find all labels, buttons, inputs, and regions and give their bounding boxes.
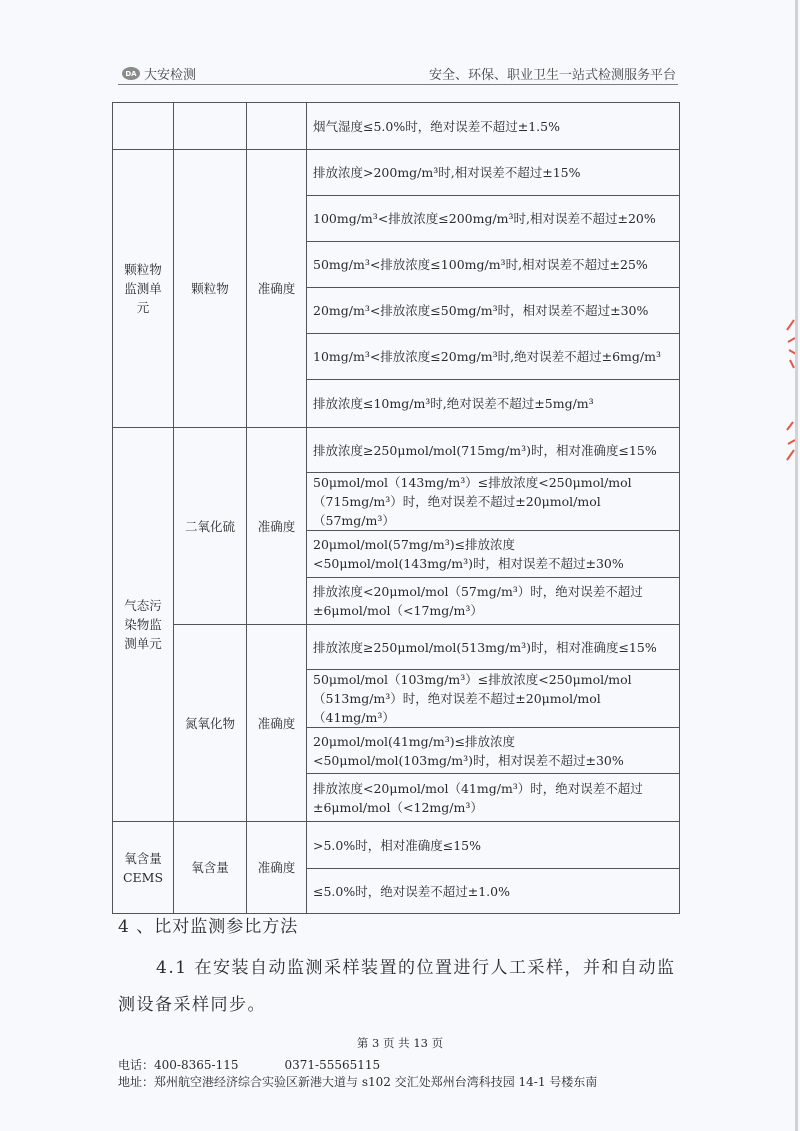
criteria-cell: 20μmol/mol(41mg/m³)≤排放浓度<50μmol/mol(103mg/m³)时，相对误差不超过±30%	[307, 728, 680, 774]
table-row	[113, 625, 680, 670]
criteria-cell: 排放浓度≥250μmol/mol(513mg/m³)时，相对准确度≤15%	[307, 625, 680, 670]
table-row	[113, 150, 680, 196]
criteria-cell: 50mg/m³<排放浓度≤100mg/m³时,相对误差不超过±25%	[307, 242, 680, 288]
page-footer	[118, 1057, 597, 1091]
unit-cell: 氧含量CEMS	[113, 822, 174, 914]
unit-cell: 气态污染物监测单元	[113, 428, 174, 822]
criteria-cell: 10mg/m³<排放浓度≤20mg/m³时,绝对误差不超过±6mg/m³	[307, 334, 680, 380]
criteria-cell: 20mg/m³<排放浓度≤50mg/m³时，相对误差不超过±30%	[307, 288, 680, 334]
page-number: 第 3 页 共 13 页	[356, 1036, 444, 1050]
performance-spec-table	[112, 102, 680, 914]
criteria-cell: ≤5.0%时，绝对误差不超过±1.0%	[307, 869, 680, 914]
footer-address: 地址：郑州航空港经济综合实验区新港大道与 s102 交汇处郑州台湾科技园 14-1 号楼东南	[118, 1075, 598, 1089]
metric-cell: 准确度	[247, 822, 307, 914]
criteria-cell: 排放浓度<20μmol/mol（41mg/m³）时，绝对误差不超过±6μmol/mol（<12mg/m³）	[307, 774, 680, 822]
company-logo	[122, 64, 196, 83]
criteria-cell: 100mg/m³<排放浓度≤200mg/m³时,相对误差不超过±20%	[307, 196, 680, 242]
table-row	[113, 822, 680, 869]
unit-cell: 颗粒物监测单元	[113, 150, 174, 428]
item-cell: 氧含量	[174, 822, 247, 914]
page-header	[118, 58, 678, 85]
header-slogan: 安全、环保、职业卫生一站式检测服务平台	[428, 68, 676, 83]
criteria-cell: 排放浓度≤10mg/m³时,绝对误差不超过±5mg/m³	[307, 380, 680, 428]
table-row	[113, 103, 680, 150]
table-row	[113, 428, 680, 473]
criteria-cell: 50μmol/mol（143mg/m³）≤排放浓度<250μmol/mol（715mg/m³）时，绝对误差不超过±20μmol/mol（57mg/m³）	[307, 473, 680, 531]
metric-cell: 准确度	[247, 150, 307, 428]
criteria-cell: 排放浓度>200mg/m³时,相对误差不超过±15%	[307, 150, 680, 196]
criteria-cell: 烟气湿度≤5.0%时，绝对误差不超过±1.5%	[307, 103, 680, 150]
criteria-cell: 排放浓度<20μmol/mol（57mg/m³）时，绝对误差不超过±6μmol/mol（<17mg/m³）	[307, 578, 680, 625]
criteria-cell: 排放浓度≥250μmol/mol(715mg/m³)时，相对准确度≤15%	[307, 428, 680, 473]
paragraph-4-1: 4.1 在安装自动监测采样装置的位置进行人工采样，并和自动监测设备采样同步。	[118, 958, 676, 1015]
item-cell: 二氧化硫	[174, 428, 247, 625]
section-heading: 4 、比对监测参比方法	[118, 917, 299, 937]
item-cell: 氮氧化物	[174, 625, 247, 822]
criteria-cell: >5.0%时，相对准确度≤15%	[307, 822, 680, 869]
logo-text: 大安检测	[144, 68, 197, 83]
footer-phone: 电话：400-8365-115 0371-55565115	[118, 1058, 381, 1072]
logo-icon: DA	[122, 67, 140, 80]
criteria-cell: 50μmol/mol（103mg/m³）≤排放浓度<250μmol/mol（513mg/m³）时，绝对误差不超过±20μmol/mol（41mg/m³）	[307, 670, 680, 728]
page-edge	[795, 0, 798, 1131]
metric-cell: 准确度	[247, 428, 307, 625]
item-cell: 颗粒物	[174, 150, 247, 428]
criteria-cell: 20μmol/mol(57mg/m³)≤排放浓度<50μmol/mol(143mg/m³)时，相对误差不超过±30%	[307, 531, 680, 578]
metric-cell: 准确度	[247, 625, 307, 822]
